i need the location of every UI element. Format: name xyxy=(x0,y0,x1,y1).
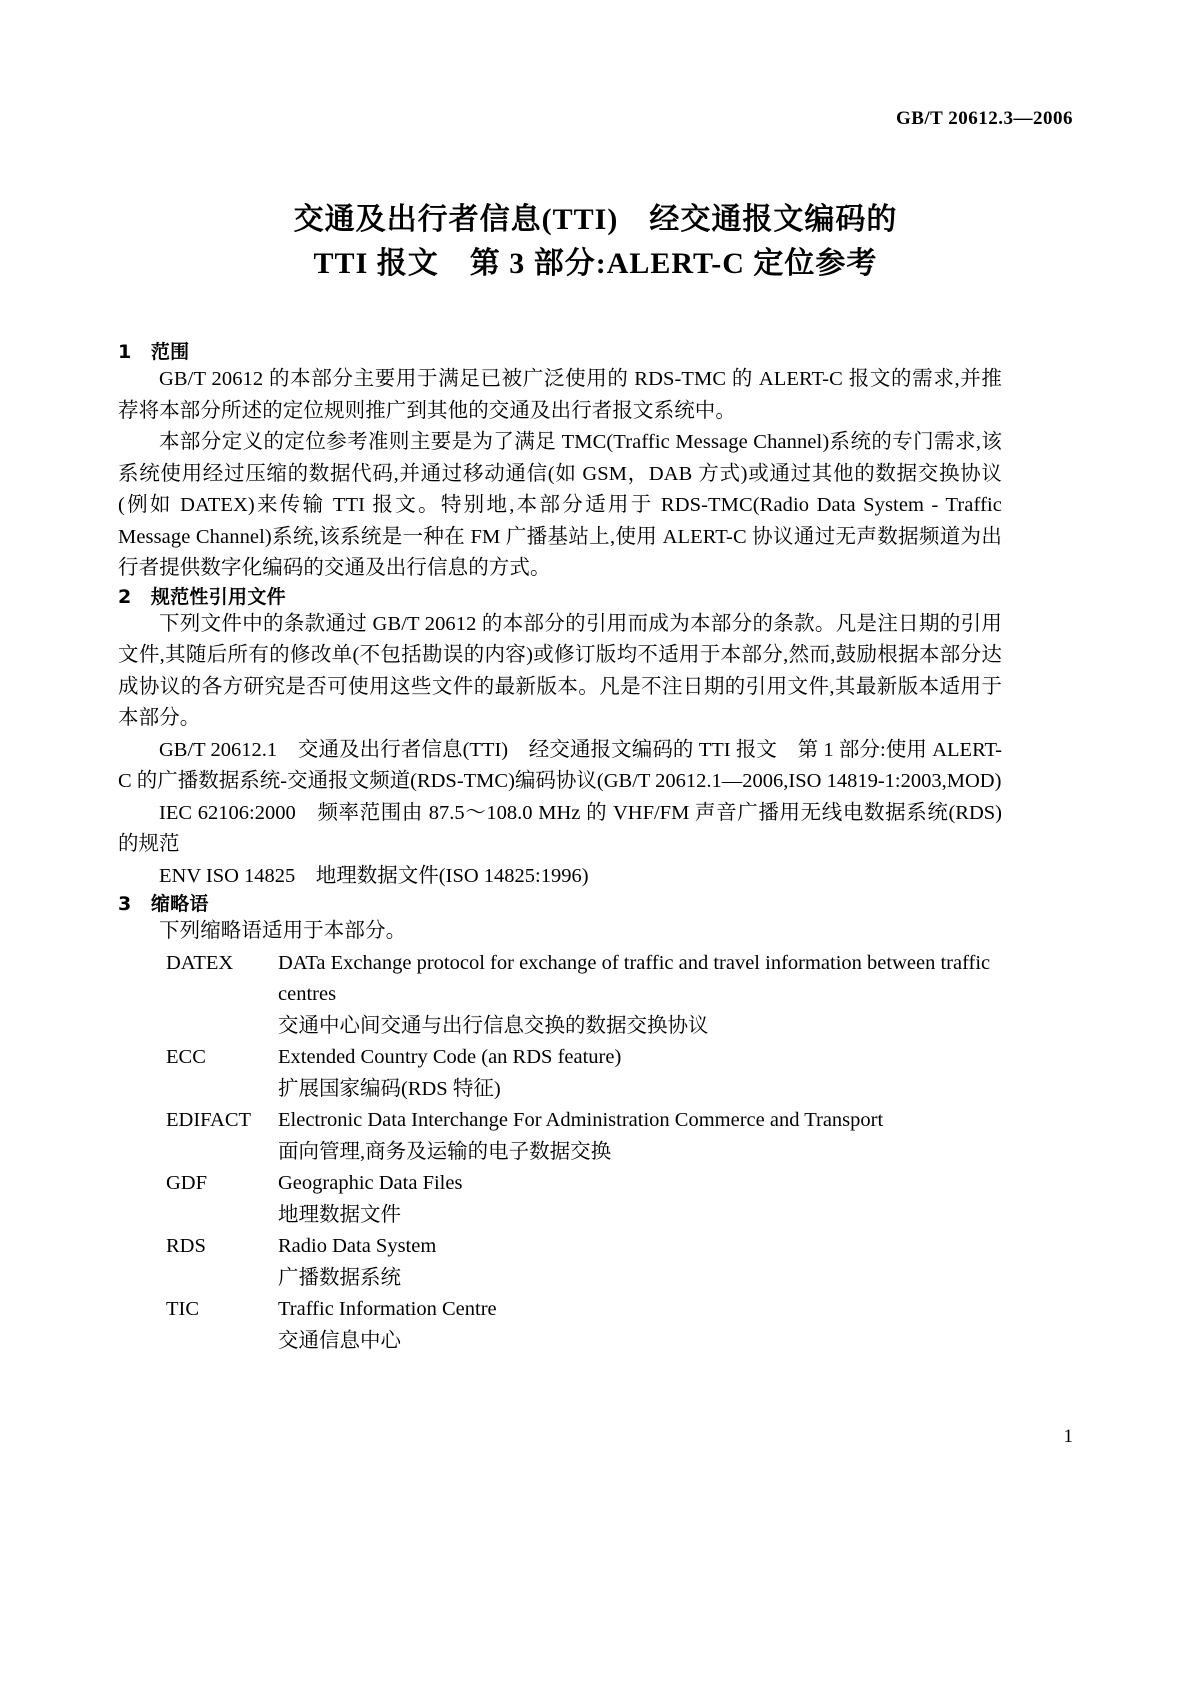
abbreviation-row-gdf xyxy=(118,1168,1002,1231)
abbreviation-definition-en: DATa Exchange protocol for exchange of traffic and travel information between traffic centres xyxy=(278,951,991,1005)
abbreviation-term: EDIFACT xyxy=(166,1109,252,1131)
abbreviation-definition-zh: 地理数据文件 xyxy=(278,1203,401,1226)
section-heading-scope: 1 范围 xyxy=(118,341,190,363)
normative-reference-item-3: ENV ISO 14825 地理数据文件(ISO 14825:1996) xyxy=(159,864,589,887)
section-3-paragraph-1: 下列缩略语适用于本部分。 xyxy=(159,920,407,942)
abbreviation-definition-en: Traffic Information Centre xyxy=(278,1298,497,1320)
abbreviation-definition-en: Radio Data System xyxy=(278,1235,437,1257)
abbreviation-definition-en: Extended Country Code (an RDS feature) xyxy=(278,1046,622,1068)
abbreviation-definition-zh: 扩展国家编码(RDS 特征) xyxy=(278,1077,501,1100)
abbreviation-row-ecc xyxy=(118,1042,1002,1105)
abbreviation-definitions xyxy=(278,948,1002,1043)
abbreviation-row-datex xyxy=(118,948,1002,1043)
section-2-paragraph-1: 下列文件中的条款通过 GB/T 20612 的本部分的引用而成为本部分的条款。凡是注日期的引用文件,其随后所有的修改单(不包括勘误的内容)或修订版均不适用于本部分,然而,鼓励根据本部分达成协议的各方研究是否可使用这些文件的最新版本。凡是不注日期的引用文件,其最新版本适用于本部分。 xyxy=(118,612,1002,729)
abbreviation-term: TIC xyxy=(166,1298,200,1320)
abbreviation-list xyxy=(118,948,1002,1358)
section-1-paragraph-2: 本部分定义的定位参考准则主要是为了满足 TMC(Traffic Message Channel)系统的专门需求,该系统使用经过压缩的数据代码,并通过移动通信(如 GSM，DAB 方式)或通过其他的数据交换协议(例如 DATEX)来传输 TTI 报文。特别地,本部分适用于 RDS-TMC(Radio Data System - Traffic Message Channel)系统,该系统是一种在 FM 广播基站上,使用 ALERT-C 协议通过无声数据频道为出行者提供数字化编码的交通及出行信息的方式。 xyxy=(118,431,1002,579)
section-heading-normative-references: 2 规范性引用文件 xyxy=(118,585,286,608)
abbreviation-definition-zh: 交通中心间交通与出行信息交换的数据交换协议 xyxy=(278,1014,709,1037)
abbreviation-term: RDS xyxy=(166,1235,206,1257)
abbreviation-definitions xyxy=(278,1168,1002,1231)
abbreviation-term: ECC xyxy=(166,1046,206,1068)
page-title xyxy=(118,198,1073,286)
abbreviation-definition-en: Electronic Data Interchange For Administration Commerce and Transport xyxy=(278,1109,884,1131)
page-title-line-2: TTI 报文 第 3 部分:ALERT-C 定位参考 xyxy=(313,247,878,280)
document-body xyxy=(118,340,1002,1357)
abbreviation-definitions xyxy=(278,1231,1002,1294)
page-number: 1 xyxy=(1063,1426,1073,1447)
abbreviation-definition-zh: 广播数据系统 xyxy=(278,1266,401,1289)
running-header-standard-number: GB/T 20612.3—2006 xyxy=(895,108,1073,129)
abbreviation-term: DATEX xyxy=(166,951,234,974)
abbreviation-definitions xyxy=(278,1294,1002,1357)
abbreviation-row-edifact xyxy=(118,1105,1002,1168)
section-1-paragraph-1: GB/T 20612 的本部分主要用于满足已被广泛使用的 RDS-TMC 的 ALERT-C 报文的需求,并推荐将本部分所述的定位规则推广到其他的交通及出行者报文系统中。 xyxy=(118,368,1002,422)
abbreviation-definition-en: Geographic Data Files xyxy=(278,1172,463,1194)
abbreviation-row-rds xyxy=(118,1231,1002,1294)
abbreviation-definition-zh: 面向管理,商务及运输的电子数据交换 xyxy=(278,1140,612,1163)
abbreviation-definition-zh: 交通信息中心 xyxy=(278,1329,401,1352)
abbreviation-definitions xyxy=(278,1105,1002,1168)
normative-reference-item-2: IEC 62106:2000 频率范围由 87.5～108.0 MHz 的 VHF/FM 声音广播用无线电数据系统(RDS)的规范 xyxy=(118,801,1002,855)
page-title-line-1: 交通及出行者信息(TTI) 经交通报文编码的 xyxy=(293,203,898,236)
abbreviation-definitions xyxy=(278,1042,1002,1105)
section-heading-abbreviations: 3 缩略语 xyxy=(118,893,209,915)
abbreviation-term: GDF xyxy=(166,1172,208,1194)
normative-reference-item-1: GB/T 20612.1 交通及出行者信息(TTI) 经交通报文编码的 TTI 报文 第 1 部分:使用 ALERT-C 的广播数据系统-交通报文频道(RDS-TMC)编码协议(GB/T 20612.1—2006,ISO 14819-1:2003,MOD) xyxy=(118,738,1002,792)
abbreviation-row-tic xyxy=(118,1294,1002,1357)
